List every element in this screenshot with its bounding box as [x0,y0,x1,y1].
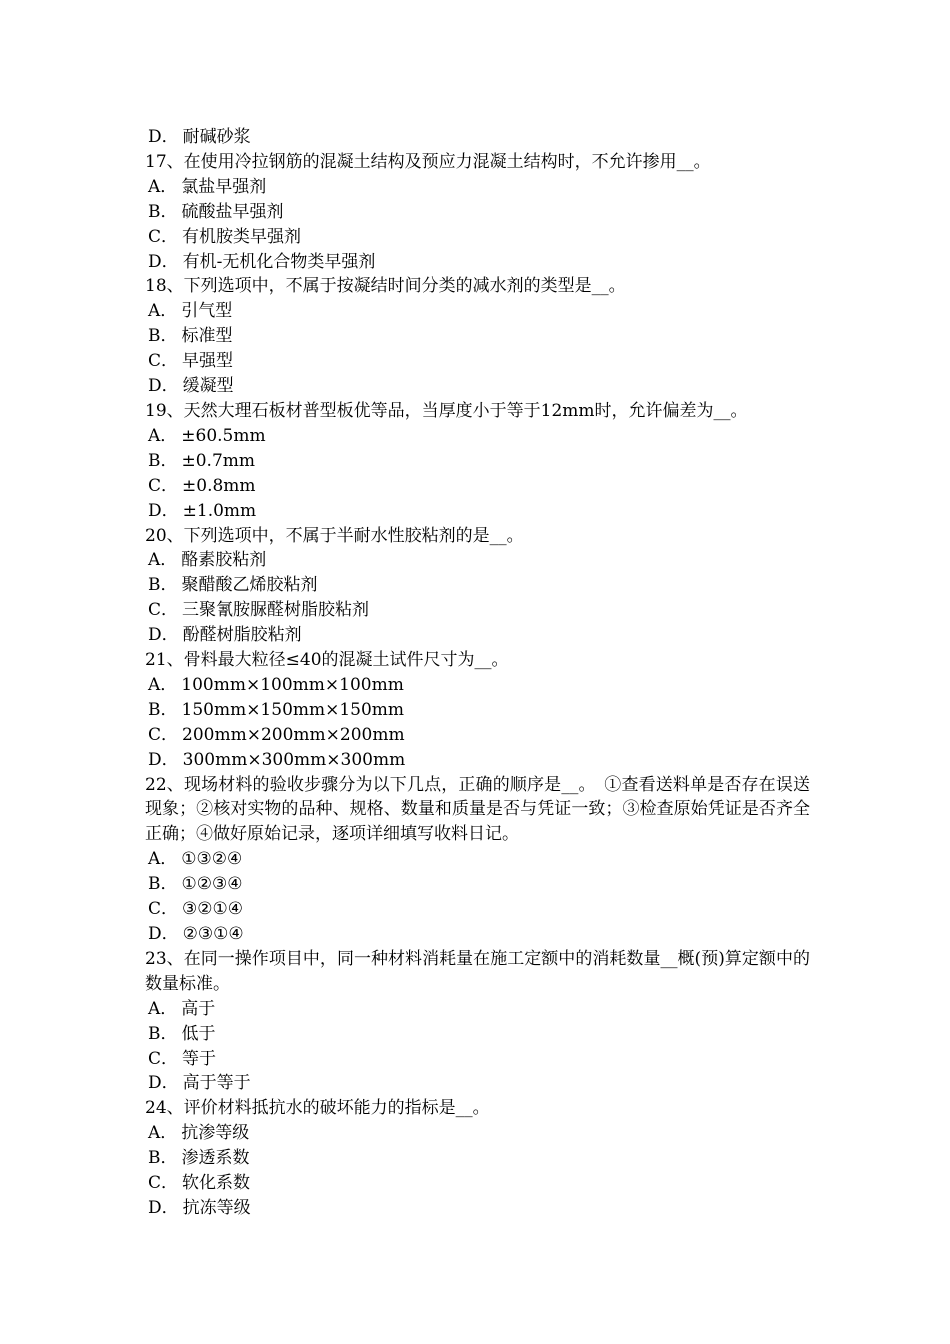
option-text: 200mm×200mm×200mm [182,724,405,745]
question-stem: 17、在使用冷拉钢筋的混凝土结构及预应力混凝土结构时，不允许掺用__。 [145,151,711,172]
questions-container [145,150,810,1221]
option-text: 耐碱砂浆 [182,127,251,147]
option-label: D． [148,376,179,397]
option-label: D． [148,127,179,147]
question-block [145,274,810,399]
option-line [145,872,810,897]
option-text: 标准型 [181,326,233,347]
question-stem: 23、在同一操作项目中，同一种材料消耗量在施工定额中的消耗数量__概(预)算定额中的数量标准。 [145,948,810,994]
option-text: 聚醋酸乙烯胶粘剂 [181,575,318,596]
question-stem: 20、下列选项中，不属于半耐水性胶粘剂的是__。 [145,525,524,546]
option-text: 100mm×100mm×100mm [181,674,404,695]
option-text: ±1.0mm [182,500,257,521]
option-text: 抗冻等级 [182,1197,251,1218]
option-text: 150mm×150mm×150mm [181,699,405,720]
option-line [145,723,810,748]
option-line [145,299,810,324]
option-text: 渗透系数 [181,1148,250,1169]
option-line [145,499,810,524]
option-label: C． [148,475,179,496]
question-block [145,773,810,947]
option-line [145,474,810,499]
option-text: 高于等于 [182,1073,251,1094]
option-label: A． [148,674,178,695]
question-block [145,1096,810,1221]
option-text: 抗渗等级 [181,1123,250,1144]
option-label: D． [148,1197,179,1218]
option-line [145,997,810,1022]
option-text: 有机-无机化合物类早强剂 [182,251,376,272]
option-label: D． [148,500,179,521]
option-label: B． [148,450,178,471]
option-text: ±60.5mm [181,425,266,446]
option-line [145,1146,810,1171]
option-text: 引气型 [181,301,233,322]
option-line [145,349,810,374]
option-text: 氯盐早强剂 [181,176,267,197]
option-label: A． [148,176,178,197]
option-text: 缓凝型 [182,376,234,397]
option-line [145,623,810,648]
option-line [145,200,810,225]
question-block [145,947,810,1096]
option-line [145,548,810,573]
option-label: B． [148,874,178,895]
option-line [145,598,810,623]
option-line [145,673,810,698]
option-text: 酪素胶粘剂 [181,550,267,571]
option-text: 软化系数 [182,1173,251,1194]
option-text: 早强型 [182,351,234,372]
option-text: 三聚氰胺脲醛树脂胶粘剂 [182,600,370,621]
option-text: 等于 [182,1048,217,1069]
option-label: C． [148,1173,179,1194]
option-text: ①②③④ [181,874,243,895]
option-text: 300mm×300mm×300mm [182,749,406,770]
option-label: B． [148,575,178,596]
option-line [145,1022,810,1047]
option-label: D． [148,251,179,272]
option-label: B． [148,1148,178,1169]
option-label: B． [148,699,178,720]
option-line [145,250,810,275]
option-line [145,1121,810,1146]
option-text: ③②①④ [182,899,243,920]
question-list [145,125,810,1221]
option-text: ①③②④ [181,849,243,870]
option-label: A． [148,849,178,870]
option-line [145,1196,810,1221]
option-text: 硫酸盐早强剂 [181,201,284,222]
option-line [145,748,810,773]
option-label: D． [148,924,179,944]
option-label: A． [148,1123,178,1144]
option-label: C． [148,899,179,920]
option-line [145,698,810,723]
question-stem: 22、现场材料的验收步骤分为以下几点，正确的顺序是__。 ①查看送料单是否存在误送现象；②核对实物的品种、规格、数量和质量是否与凭证一致；③检查原始凭证是否齐全正确；④做好原始记录，逐项详细填写收料日记。 [145,774,810,845]
option-line [145,847,810,872]
option-label: D． [148,625,179,646]
option-label: A． [148,550,178,571]
option-line [145,225,810,250]
question-stem: 18、下列选项中，不属于按凝结时间分类的减水剂的类型是__。 [145,276,626,297]
option-label: D． [148,1073,179,1094]
option-line [145,1071,810,1096]
question-stem: 21、骨料最大粒径≤40的混凝土试件尺寸为__。 [145,650,509,671]
option-line [145,1171,810,1196]
option-label: B． [148,1023,178,1044]
option-text: ±0.8mm [182,475,256,496]
option-line [145,449,810,474]
option-line [145,125,810,150]
option-label: B． [148,201,178,222]
option-label: A． [148,998,178,1019]
option-line [145,897,810,922]
option-label: C． [148,724,179,745]
question-block [145,524,810,649]
option-label: A． [148,301,178,322]
option-text: ±0.7mm [181,450,256,471]
question-block [145,150,810,275]
question-block [145,399,810,524]
option-text: 有机胺类早强剂 [182,226,302,247]
option-text: 低于 [181,1023,216,1044]
option-line [145,573,810,598]
option-line [145,175,810,200]
option-label: C． [148,600,179,621]
option-text: 酚醛树脂胶粘剂 [182,625,302,646]
option-label: B． [148,326,178,347]
question-block [145,648,810,773]
option-line [145,374,810,399]
option-label: C． [148,226,179,247]
option-line [145,922,810,947]
option-label: C． [148,351,179,372]
option-text: 高于 [181,998,216,1019]
question-stem: 24、评价材料抵抗水的破坏能力的指标是__。 [145,1098,490,1119]
option-label: A． [148,425,178,446]
option-label: C． [148,1048,179,1069]
option-line [145,324,810,349]
option-text: ②③①④ [182,924,244,944]
option-label: D． [148,749,179,770]
question-stem: 19、天然大理石板材普型板优等品，当厚度小于等于12mm时，允许偏差为__。 [145,400,748,421]
option-line [145,424,810,449]
option-line [145,1047,810,1072]
